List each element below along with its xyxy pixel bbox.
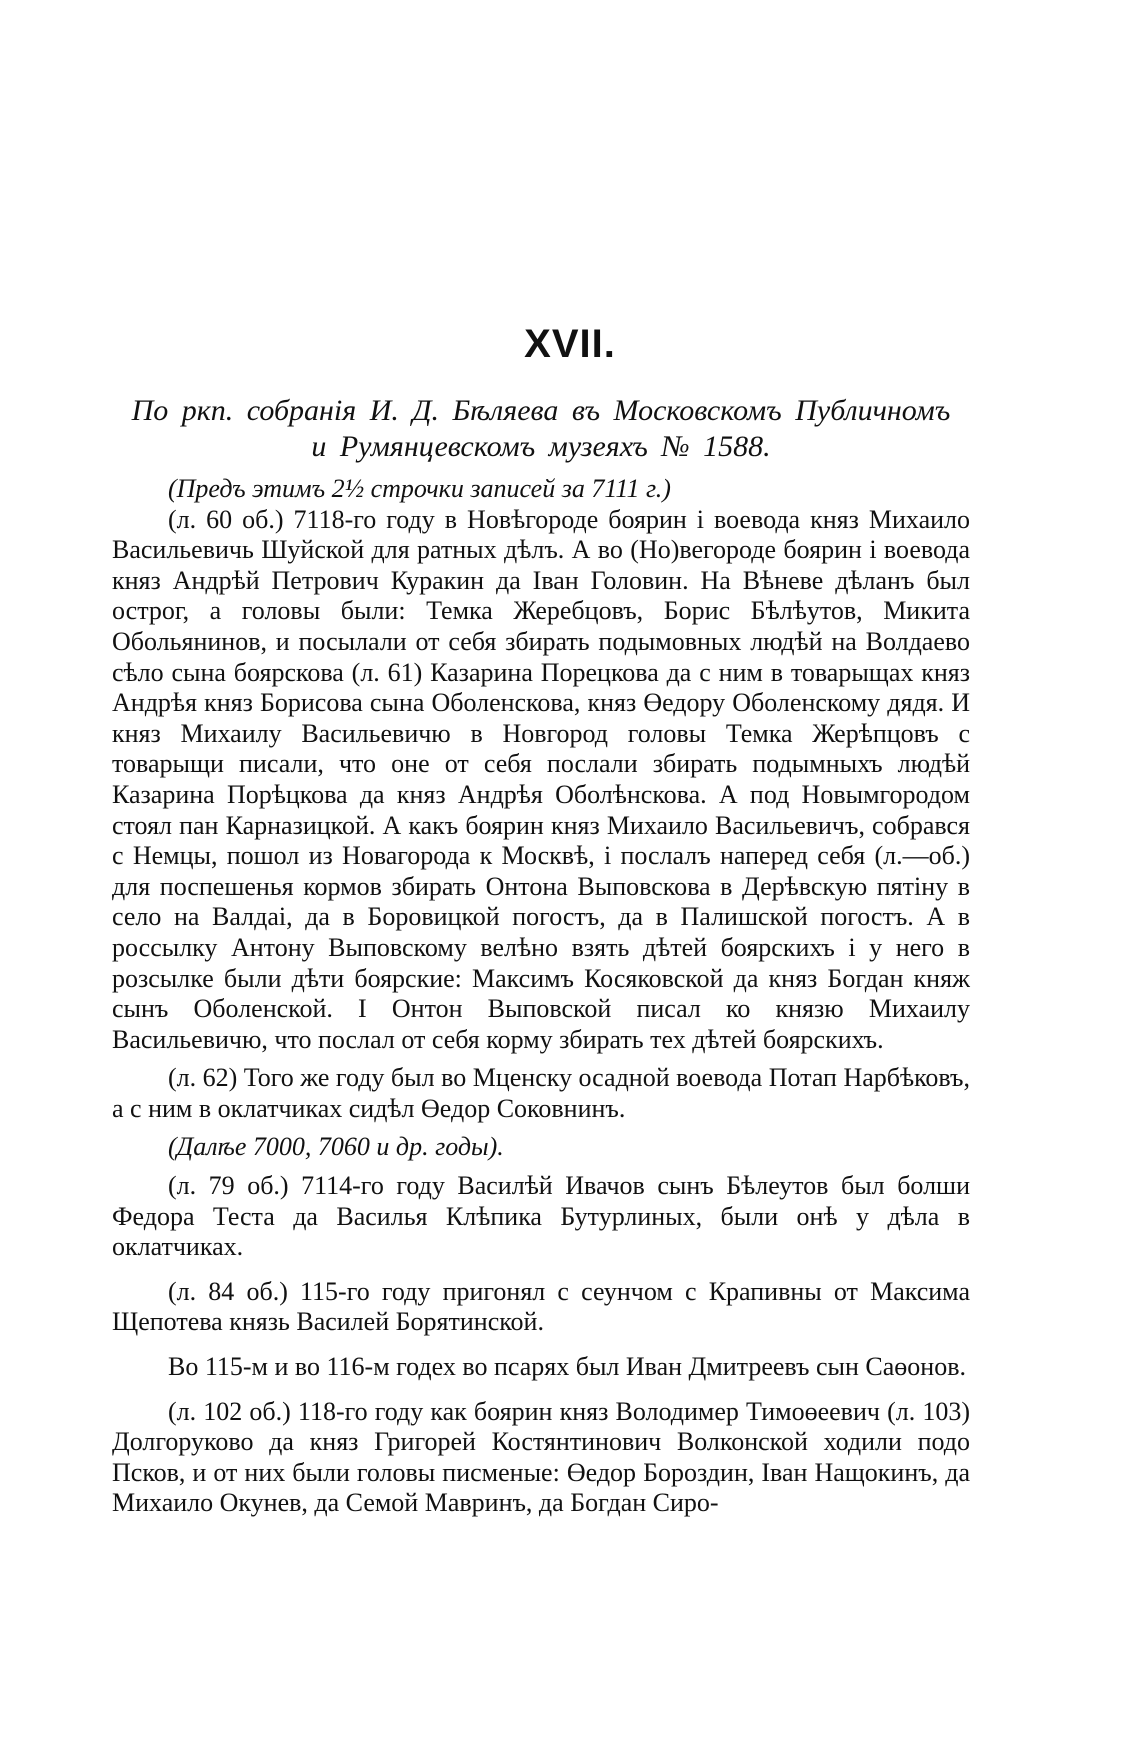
source-line-2: и Румянцевскомъ музеяхъ № 1588. [311, 430, 771, 463]
paragraph: (л. 79 об.) 7114-го году Василѣй Ивачов сынъ Бѣлеутов был болши Федора Теста да Василья Клѣпика Бутурлиных, были онѣ у дѣла в оклатчиках. [112, 1171, 970, 1262]
paragraph: (л. 84 об.) 115-го году пригонял с сеунчом с Крапивны от Максима Щепотева князь Василей Борятинской. [112, 1276, 970, 1337]
source-line-1: По ркп. собранія И. Д. Бѣляева въ Московскомъ Публичномъ [131, 394, 951, 427]
editorial-note: (Предъ этимъ 2½ строчки записей за 7111 г.) [168, 474, 671, 503]
paragraph: (л. 102 об.) 118-го году как боярин княз Володимер Тимоөеевич (л. 103) Долгоруково да княз Григорей Костянтинович Волконской ходили подо Псков, и от них были головы писменые: Өедор Бороздин, Іван Нащокинъ, да Михаило Окунев, да Семой Мавринъ, да Богдан Сиро- [112, 1396, 970, 1518]
paragraph: (л. 62) Того же году был во Мценску осадной воевода Потап Нарбѣковъ, а с ним в оклатчиках сидѣл Өедор Соковнинъ. [112, 1063, 970, 1123]
editorial-note: (Далѣе 7000, 7060 и др. годы). [168, 1132, 504, 1162]
paragraph: (л. 60 об.) 7118-го году в Новѣгороде боярин і воевода княз Михаило Васильевичь Шуйской для ратных дѣлъ. А во (Но)вегороде боярин і воевода княз Андрѣй Петрович Куракин да Іван Головин. На Вѣневе дѣланъ был острог, а головы были: Темка Жеребцовъ, Борис Бѣлѣутов, Микита Обольянинов, и посылали от себя збирать подымовных людѣй на Волдаево сѣло сына боярскова (л. 61) Казарина Порецкова да с ним в товарыщах княз Андрѣя княз Борисова сына Оболенскова, княз Өедору Оболенскому дядя. И княз Михаилу Васильевичю в Новгород головы Темка Жерѣпцовъ с товарыщи писали, что оне от себя послали збирать подымныхъ людѣй Казарина Порѣцкова да княз Андрѣя Оболѣнскова. А под Новымгородом стоял пан Карназицкой. А какъ боярин княз Михаило Васильевичъ, собрався с Немцы, пошол из Новагорода к Москвѣ, і послалъ наперед себя (л.—об.) для поспешенья кормов збирать Онтона Выповскова в Дерѣвскую пятіну в село на Валдаі, да в Боровицкой погостъ, да в Палишской погостъ. А в россылку Антону Выповскому велѣно взять дѣтей боярскихъ і у него в розсылке были дѣти боярские: Максимъ Косяковской да княз Богдан княж сынъ Оболенской. І Онтон Выповской писал ко князю Михаилу Васильевичю, что послал от себя корму збирать тех дѣтей боярскихъ. [112, 504, 970, 1054]
document-body [112, 474, 970, 1519]
paragraph: Во 115-м и во 116-м годех во псарях был Иван Дмитреевъ сын Саөонов. [168, 1352, 966, 1382]
chapter-heading: XVII. [524, 322, 616, 366]
source-citation [112, 393, 970, 465]
